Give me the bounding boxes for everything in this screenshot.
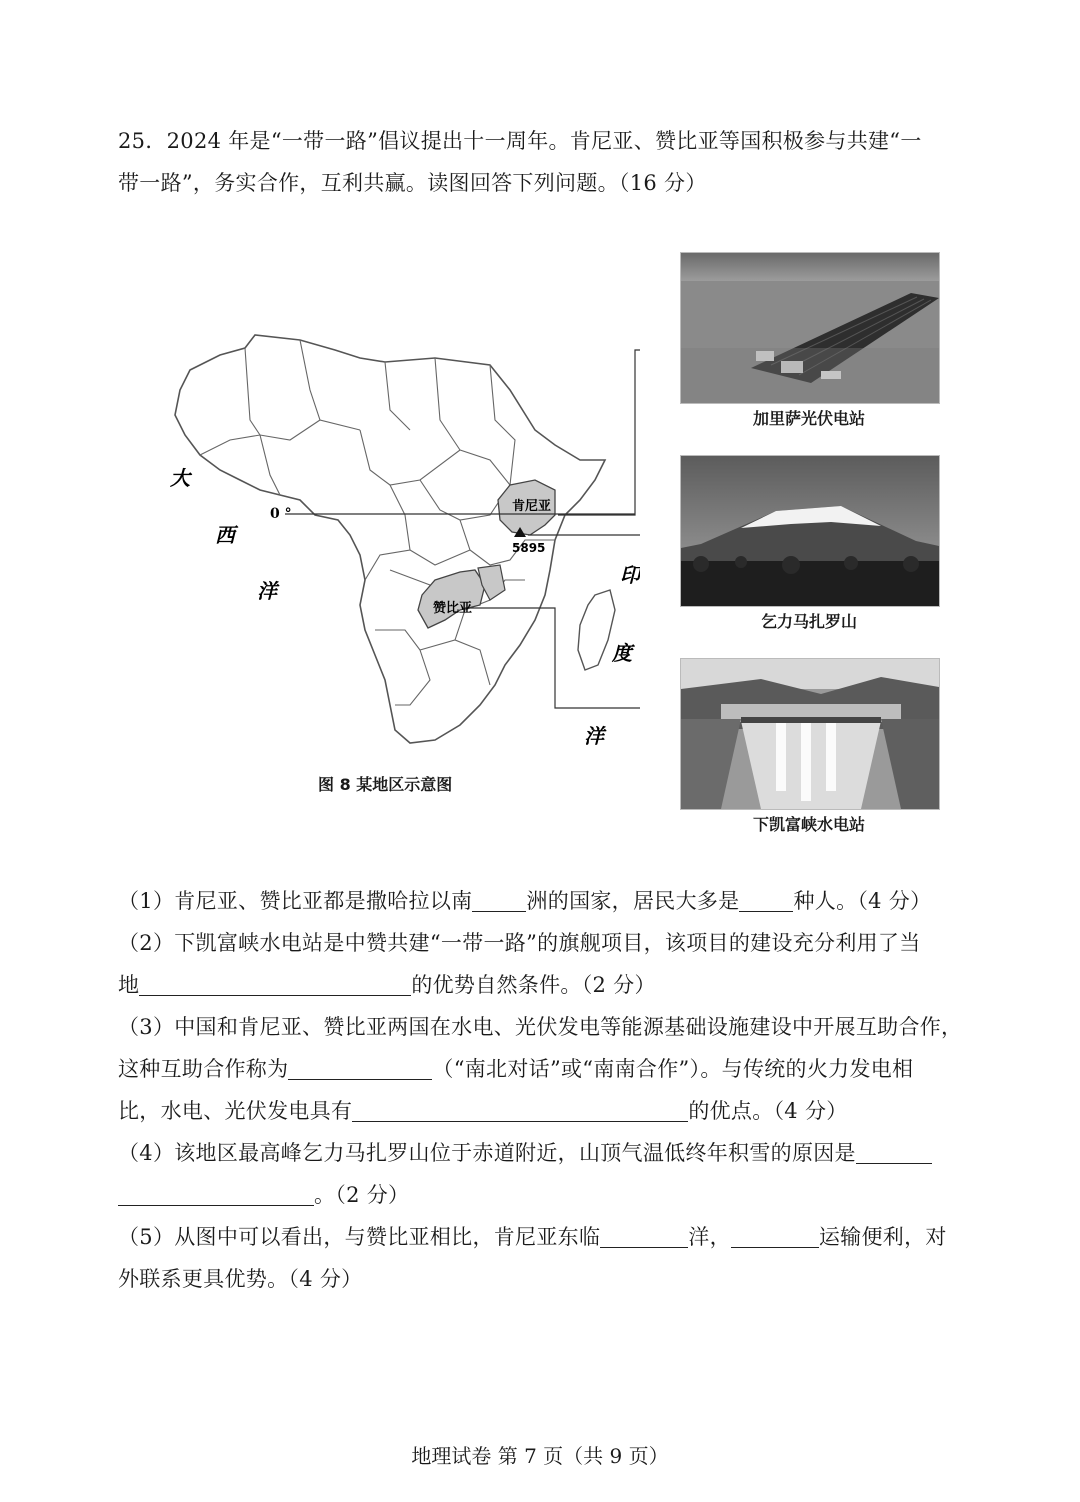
africa-outline [175,335,605,743]
sub-question-5-line-1: （5）从图中可以看出，与赞比亚相比，肯尼亚东临 洋， 运输便利，对 [118,1225,947,1249]
madagascar-outline [578,590,615,670]
page-footer: 地理试卷 第 7 页（共 9 页） [411,1444,669,1468]
atlantic-label-2: 西 [215,523,235,547]
sub-question-1: （1）肯尼亚、赞比亚都是撒哈拉以南 洲的国家，居民大多是 种人。（4 分） [118,889,932,913]
zambia-label: 赞比亚 [433,601,473,616]
q3-blank-1[interactable] [288,1057,432,1080]
q4-blank-part-2[interactable] [118,1183,314,1206]
q1-blank-1[interactable] [472,889,526,912]
indian-label-1: 印 [620,563,640,587]
atlantic-label-1: 大 [170,466,190,490]
q2-blank[interactable] [139,973,411,996]
figure-caption: 图 8 某地区示意图 [318,775,453,794]
africa-map [160,310,640,760]
indian-label-2: 度 [612,641,632,665]
kilimanjaro-photo [680,455,940,607]
sub-question-2-line-2: 地 的优势自然条件。（2 分） [118,973,656,997]
q1-blank-2[interactable] [739,889,793,912]
sub-question-3-line-3: 比，水电、光伏发电具有 的优点。（4 分） [118,1099,848,1123]
sub-question-3-line-1: （3）中国和肯尼亚、赞比亚两国在水电、光伏发电等能源基础设施建设中开展互助合作， [118,1015,963,1039]
kenya-label: 肯尼亚 [512,499,552,514]
solar-plant-photo [680,252,940,404]
indian-label-3: 洋 [584,724,604,748]
atlantic-label-3: 洋 [257,579,277,603]
hydropower-dam-caption: 下凯富峡水电站 [752,815,865,834]
sub-question-5-line-2: 外联系更具优势。（4 分） [118,1267,363,1291]
peak-elevation-label: 5895 [512,541,546,555]
q5-blank-2[interactable] [731,1225,819,1248]
question-intro-line-1: 25．2024 年是“一带一路”倡议提出十一周年。肯尼亚、赞比亚等国积极参与共建“一 [118,129,922,153]
sub-question-4-line-1: （4）该地区最高峰乞力马扎罗山位于赤道附近，山顶气温低终年积雪的原因是 [118,1132,932,1174]
q5-blank-1[interactable] [600,1225,688,1248]
kilimanjaro-caption: 乞力马扎罗山 [760,612,857,631]
sub-question-3-line-2: 这种互助合作称为 （“南北对话”或“南南合作”）。与传统的火力发电相 [118,1057,914,1081]
equator-label: 0 ° [270,506,292,522]
sub-question-2-line-1: （2）下凯富峡水电站是中赞共建“一带一路”的旗舰项目，该项目的建设充分利用了当 [118,931,921,955]
question-intro-line-2: 带一路”，务实合作，互利共赢。读图回答下列问题。（16 分） [118,171,707,195]
sub-question-4-line-2: 。（2 分） [118,1174,409,1216]
solar-plant-caption: 加里萨光伏电站 [752,409,865,428]
q3-blank-2[interactable] [352,1099,688,1122]
hydropower-dam-photo [680,658,940,810]
q4-blank-part-1[interactable] [856,1141,932,1164]
